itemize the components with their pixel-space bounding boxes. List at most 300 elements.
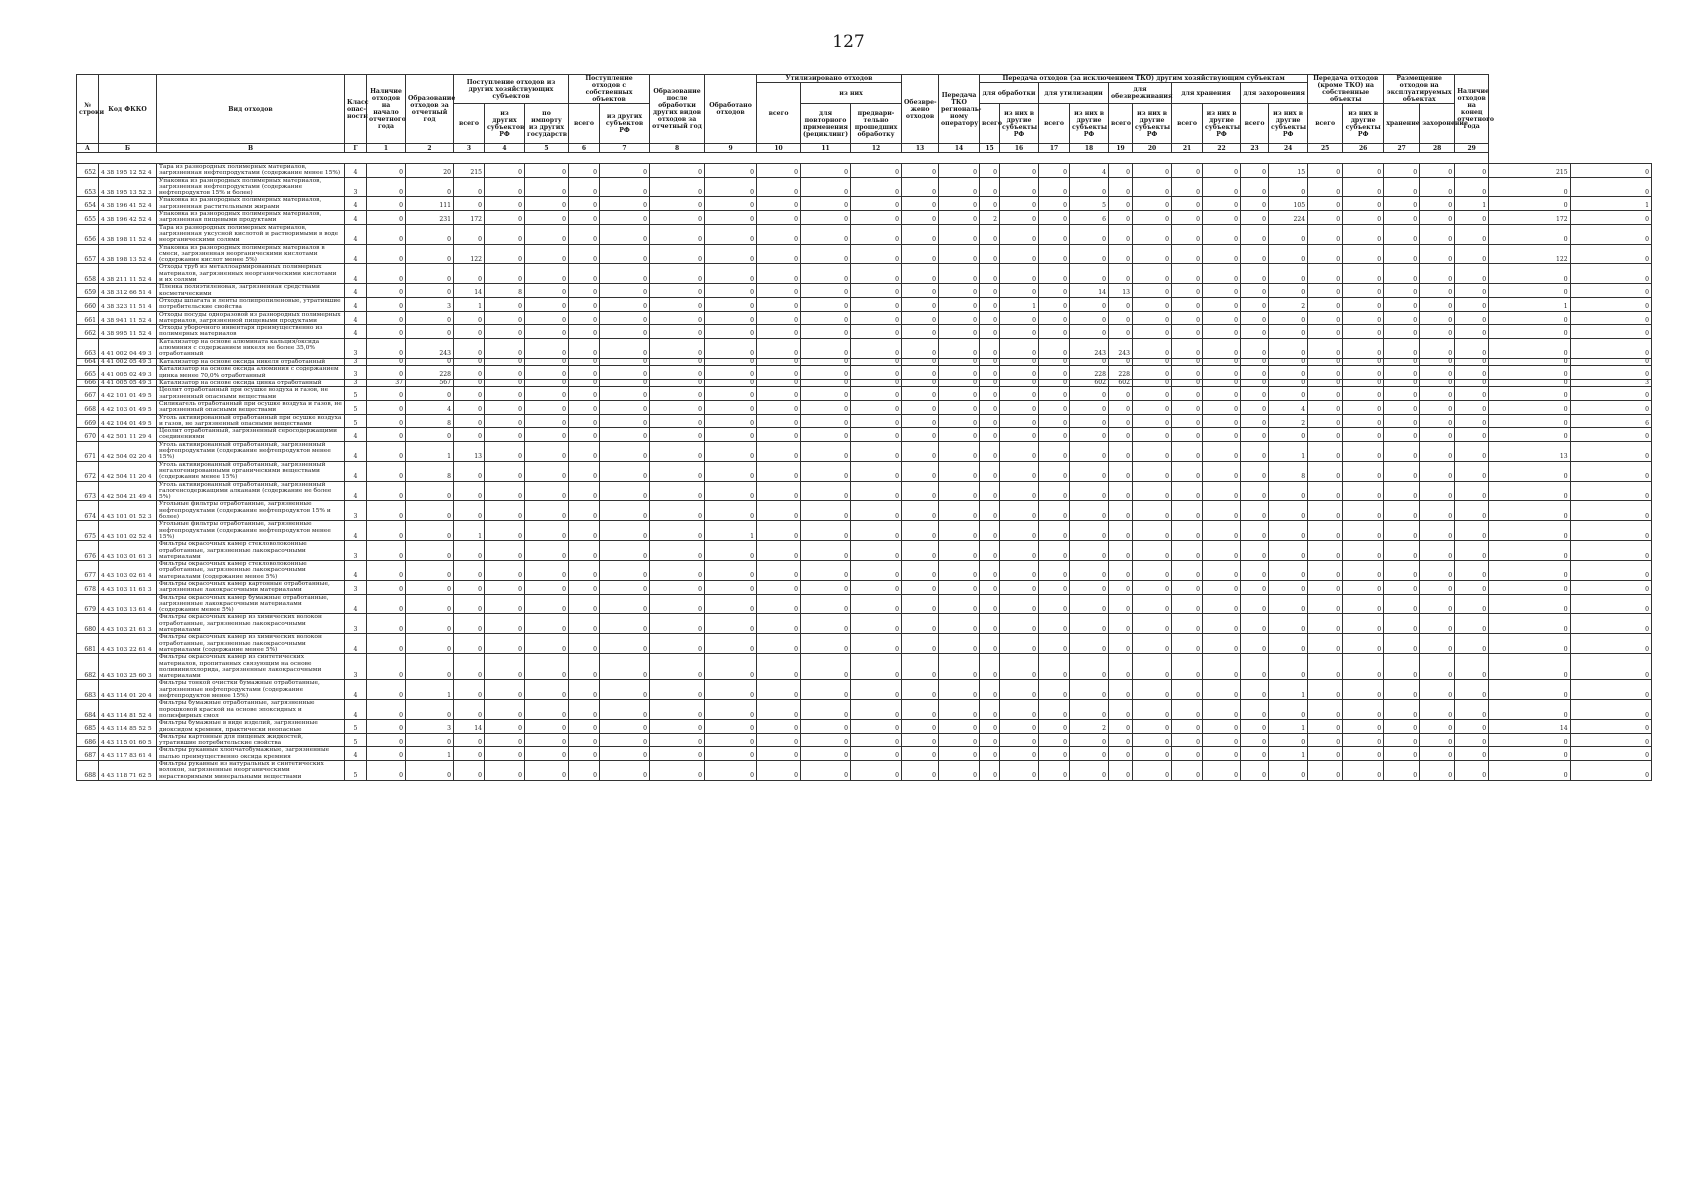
value-cell: 0 (485, 379, 525, 387)
value-cell: 0 (1109, 461, 1133, 481)
value-cell: 0 (1269, 325, 1308, 339)
value-cell: 0 (705, 366, 757, 380)
value-cell: 0 (1343, 358, 1384, 366)
value-cell: 0 (902, 720, 939, 734)
value-cell: 0 (1269, 761, 1308, 781)
row-number: 674 (77, 501, 99, 521)
value-cell: 122 (454, 244, 485, 264)
value-cell: 0 (757, 614, 801, 634)
value-cell: 0 (1420, 379, 1455, 387)
value-cell: 0 (406, 481, 454, 501)
value-cell: 0 (650, 379, 705, 387)
value-cell: 0 (1241, 733, 1269, 747)
value-cell: 0 (600, 325, 650, 339)
value-cell: 0 (1455, 761, 1489, 781)
value-cell: 0 (1269, 264, 1308, 284)
value-cell: 0 (1241, 594, 1269, 614)
value-cell: 0 (1343, 297, 1384, 311)
value-cell: 0 (705, 311, 757, 325)
value-cell: 0 (939, 747, 980, 761)
value-cell: 0 (485, 634, 525, 654)
value-cell: 8 (406, 461, 454, 481)
value-cell: 0 (485, 428, 525, 442)
value-cell: 0 (1570, 461, 1651, 481)
value-cell: 0 (705, 700, 757, 720)
header-received-own: Поступление отходов с собственных объектов (569, 75, 650, 104)
value-cell: 0 (1070, 481, 1109, 501)
header-tr-neutralization-total: всего (1109, 104, 1133, 144)
value-cell: 6 (1570, 414, 1651, 428)
value-cell: 0 (1109, 581, 1133, 595)
value-cell: 0 (1489, 366, 1570, 380)
value-cell: 0 (1039, 720, 1070, 734)
value-cell: 0 (600, 224, 650, 244)
value-cell: 0 (1384, 594, 1420, 614)
value-cell: 0 (1455, 224, 1489, 244)
value-cell: 0 (485, 387, 525, 401)
value-cell: 0 (1203, 720, 1241, 734)
value-cell: 0 (1133, 414, 1172, 428)
value-cell: 0 (1570, 720, 1651, 734)
value-cell: 0 (757, 414, 801, 428)
value-cell: 0 (1420, 614, 1455, 634)
value-cell: 0 (902, 311, 939, 325)
value-cell: 0 (939, 428, 980, 442)
value-cell: 0 (757, 164, 801, 178)
value-cell: 0 (1039, 400, 1070, 414)
value-cell: 0 (1343, 284, 1384, 298)
fkko-code: 4 38 198 11 52 4 (99, 224, 157, 244)
value-cell: 0 (569, 366, 600, 380)
value-cell: 0 (485, 594, 525, 614)
value-cell: 0 (1269, 338, 1308, 358)
value-cell: 0 (569, 461, 600, 481)
value-cell: 0 (1308, 177, 1343, 197)
value-cell: 0 (1109, 680, 1133, 700)
waste-name: Тара из разнородных полимерных материалов, загрязненная уксусной кислотой и растворимыми в воде неорганическими солями (157, 224, 345, 244)
header-tr-processing: для обработки (980, 83, 1039, 104)
value-cell: 0 (1308, 654, 1343, 680)
row-number: 686 (77, 733, 99, 747)
value-cell: 0 (1489, 747, 1570, 761)
fkko-code: 4 38 211 11 52 4 (99, 264, 157, 284)
value-cell: 1 (1570, 197, 1651, 211)
value-cell: 0 (1070, 311, 1109, 325)
value-cell: 0 (939, 581, 980, 595)
value-cell: 0 (454, 311, 485, 325)
value-cell: 20 (406, 164, 454, 178)
value-cell: 0 (1343, 481, 1384, 501)
value-cell: 0 (525, 297, 569, 311)
value-cell: 8 (406, 414, 454, 428)
value-cell: 0 (1455, 297, 1489, 311)
value-cell: 0 (569, 680, 600, 700)
value-cell: 0 (1133, 164, 1172, 178)
value-cell: 0 (367, 177, 406, 197)
value-cell: 0 (1203, 747, 1241, 761)
value-cell: 0 (1133, 387, 1172, 401)
value-cell: 0 (939, 400, 980, 414)
value-cell: 0 (851, 634, 902, 654)
hazard-class: 4 (345, 211, 367, 225)
table-row (77, 366, 1652, 380)
value-cell: 0 (1384, 311, 1420, 325)
header-tr-burial-total: всего (1241, 104, 1269, 144)
value-cell: 0 (454, 481, 485, 501)
value-cell: 0 (1000, 581, 1039, 595)
value-cell: 0 (454, 224, 485, 244)
value-cell: 0 (569, 284, 600, 298)
value-cell: 0 (1308, 338, 1343, 358)
value-cell: 0 (454, 561, 485, 581)
value-cell: 0 (650, 387, 705, 401)
fkko-code: 4 43 103 01 61 3 (99, 541, 157, 561)
value-cell: 0 (1172, 224, 1203, 244)
value-cell: 0 (1203, 461, 1241, 481)
value-cell: 0 (1000, 366, 1039, 380)
value-cell: 0 (600, 366, 650, 380)
value-cell: 0 (1000, 654, 1039, 680)
value-cell: 0 (454, 414, 485, 428)
waste-name: Фильтры окрасочных камер картонные отработанные, загрязненные лакокрасочными материалами (157, 581, 345, 595)
value-cell: 0 (1133, 311, 1172, 325)
value-cell: 0 (525, 761, 569, 781)
value-cell: 0 (1489, 379, 1570, 387)
value-cell: 0 (705, 177, 757, 197)
value-cell: 0 (1570, 311, 1651, 325)
value-cell: 0 (1269, 561, 1308, 581)
value-cell: 0 (1241, 224, 1269, 244)
value-cell: 0 (1203, 325, 1241, 339)
value-cell: 0 (1570, 747, 1651, 761)
value-cell: 0 (939, 614, 980, 634)
value-cell: 0 (650, 211, 705, 225)
value-cell: 0 (902, 441, 939, 461)
value-cell: 0 (1109, 654, 1133, 680)
waste-name: Упаковка из разнородных полимерных материалов, загрязненная растительными жирами (157, 197, 345, 211)
value-cell: 0 (1420, 720, 1455, 734)
column-number: 11 (801, 144, 851, 153)
value-cell: 0 (367, 541, 406, 561)
value-cell: 0 (980, 224, 1000, 244)
hazard-class: 5 (345, 761, 367, 781)
value-cell: 0 (569, 581, 600, 595)
waste-name: Уголь активированный отработанный при осушке воздуха и газов, не загрязненный опасными веществами (157, 414, 345, 428)
value-cell: 0 (1269, 244, 1308, 264)
value-cell: 0 (1172, 747, 1203, 761)
value-cell: 0 (1109, 521, 1133, 541)
row-number: 658 (77, 264, 99, 284)
value-cell: 0 (1455, 634, 1489, 654)
waste-name: Фильтры рукавные хлопчатобумажные, загрязненные пылью преимущественно оксида кремния (157, 747, 345, 761)
value-cell: 602 (1109, 379, 1133, 387)
value-cell: 0 (1343, 177, 1384, 197)
value-cell: 0 (1039, 311, 1070, 325)
value-cell: 0 (939, 338, 980, 358)
value-cell: 243 (406, 338, 454, 358)
value-cell: 0 (1269, 284, 1308, 298)
value-cell: 0 (1384, 244, 1420, 264)
fkko-code: 4 38 312 66 51 4 (99, 284, 157, 298)
value-cell: 0 (1172, 581, 1203, 595)
value-cell: 0 (902, 581, 939, 595)
value-cell: 0 (1039, 761, 1070, 781)
value-cell: 0 (454, 461, 485, 481)
value-cell: 1 (454, 521, 485, 541)
fkko-code: 4 43 118 71 62 5 (99, 761, 157, 781)
value-cell: 0 (1384, 501, 1420, 521)
table-row (77, 197, 1652, 211)
value-cell: 0 (980, 594, 1000, 614)
value-cell: 0 (1489, 654, 1570, 680)
value-cell: 0 (1269, 177, 1308, 197)
value-cell: 0 (851, 733, 902, 747)
value-cell: 0 (980, 561, 1000, 581)
hazard-class: 4 (345, 224, 367, 244)
value-cell: 0 (705, 400, 757, 414)
value-cell: 0 (600, 244, 650, 264)
header-tr-neutralization: для обезвреживания (1109, 83, 1172, 104)
value-cell: 0 (525, 177, 569, 197)
value-cell: 0 (650, 428, 705, 442)
value-cell: 0 (801, 400, 851, 414)
fkko-code: 4 38 196 41 52 4 (99, 197, 157, 211)
waste-name: Фильтры тонкой очистки бумажные отработанные, загрязненные нефтепродуктами (содержание нефтепродуктов менее 15%) (157, 680, 345, 700)
value-cell: 0 (757, 680, 801, 700)
row-number: 656 (77, 224, 99, 244)
value-cell: 0 (1455, 379, 1489, 387)
value-cell: 0 (1000, 481, 1039, 501)
value-cell: 0 (939, 387, 980, 401)
fkko-code: 4 41 005 05 49 3 (99, 379, 157, 387)
value-cell: 0 (1000, 561, 1039, 581)
value-cell: 243 (1109, 338, 1133, 358)
value-cell: 0 (525, 594, 569, 614)
value-cell: 0 (757, 428, 801, 442)
value-cell: 0 (569, 733, 600, 747)
value-cell: 0 (1570, 761, 1651, 781)
value-cell: 0 (1109, 541, 1133, 561)
value-cell: 0 (1570, 581, 1651, 595)
hazard-class: 3 (345, 177, 367, 197)
value-cell: 5 (1070, 197, 1109, 211)
fkko-code: 4 43 117 83 61 4 (99, 747, 157, 761)
value-cell: 0 (1203, 761, 1241, 781)
value-cell: 0 (1039, 264, 1070, 284)
value-cell: 0 (757, 654, 801, 680)
value-cell: 0 (406, 325, 454, 339)
value-cell: 0 (980, 338, 1000, 358)
value-cell: 0 (485, 244, 525, 264)
table-row (77, 325, 1652, 339)
header-tr-burial-regions: из них в другие субъекты РФ (1269, 104, 1308, 144)
value-cell: 0 (1109, 311, 1133, 325)
hazard-class: 4 (345, 634, 367, 654)
value-cell: 0 (801, 720, 851, 734)
value-cell: 0 (705, 761, 757, 781)
value-cell: 0 (980, 581, 1000, 595)
value-cell: 0 (939, 211, 980, 225)
value-cell: 0 (1109, 614, 1133, 634)
value-cell: 0 (1384, 720, 1420, 734)
value-cell: 0 (757, 358, 801, 366)
value-cell: 0 (902, 177, 939, 197)
value-cell: 0 (650, 461, 705, 481)
value-cell: 0 (902, 414, 939, 428)
value-cell: 0 (367, 358, 406, 366)
value-cell: 0 (1203, 366, 1241, 380)
value-cell: 0 (939, 284, 980, 298)
value-cell: 0 (939, 521, 980, 541)
value-cell: 0 (1133, 700, 1172, 720)
value-cell: 0 (902, 481, 939, 501)
value-cell: 602 (1070, 379, 1109, 387)
value-cell: 0 (801, 428, 851, 442)
value-cell: 0 (1455, 387, 1489, 401)
value-cell: 0 (851, 338, 902, 358)
value-cell: 0 (1203, 481, 1241, 501)
value-cell: 0 (902, 284, 939, 298)
waste-name: Фильтры окрасочных камер из синтетических материалов, пропитанных связующим на основе поливинилхлорида, загрязненные лакокрасочными материалами (157, 654, 345, 680)
value-cell: 0 (1241, 366, 1269, 380)
value-cell: 0 (1133, 358, 1172, 366)
value-cell: 0 (980, 177, 1000, 197)
value-cell: 0 (902, 634, 939, 654)
header-util-total: всего (757, 83, 801, 144)
value-cell: 0 (705, 244, 757, 264)
value-cell: 228 (406, 366, 454, 380)
value-cell: 0 (1133, 561, 1172, 581)
value-cell: 0 (980, 634, 1000, 654)
value-cell: 0 (1343, 733, 1384, 747)
value-cell: 0 (1308, 325, 1343, 339)
value-cell: 0 (757, 541, 801, 561)
waste-name: Катализатор на основе оксида алюминия с содержанием цинка менее 70,0% отработанный (157, 366, 345, 380)
value-cell: 0 (902, 211, 939, 225)
value-cell: 0 (757, 461, 801, 481)
header-tr-processing-regions: из них в другие субъекты РФ (1000, 104, 1039, 144)
value-cell: 0 (406, 428, 454, 442)
value-cell: 0 (650, 297, 705, 311)
value-cell: 0 (569, 164, 600, 178)
value-cell: 0 (1570, 614, 1651, 634)
value-cell: 0 (1384, 634, 1420, 654)
value-cell: 0 (1172, 325, 1203, 339)
column-number: 4 (485, 144, 525, 153)
fkko-code: 4 42 103 01 49 5 (99, 400, 157, 414)
value-cell: 2 (1070, 720, 1109, 734)
value-cell: 0 (1384, 284, 1420, 298)
value-cell: 0 (757, 338, 801, 358)
value-cell: 0 (1343, 428, 1384, 442)
value-cell: 0 (851, 358, 902, 366)
value-cell: 0 (1000, 428, 1039, 442)
value-cell: 0 (569, 197, 600, 211)
value-cell: 0 (1172, 358, 1203, 366)
value-cell: 0 (902, 680, 939, 700)
value-cell: 0 (1384, 366, 1420, 380)
value-cell: 0 (1384, 387, 1420, 401)
value-cell: 0 (980, 720, 1000, 734)
value-cell: 0 (1070, 428, 1109, 442)
column-number: 8 (650, 144, 705, 153)
value-cell: 0 (485, 733, 525, 747)
value-cell: 0 (367, 224, 406, 244)
value-cell: 0 (939, 297, 980, 311)
waste-name: Фильтры бумажные отработанные, загрязненные порошковой краской на основе эпоксидных и полиэфирных смол (157, 700, 345, 720)
value-cell: 0 (525, 501, 569, 521)
value-cell: 0 (801, 197, 851, 211)
value-cell: 0 (1570, 733, 1651, 747)
value-cell: 0 (1000, 224, 1039, 244)
hazard-class: 4 (345, 311, 367, 325)
value-cell: 0 (1000, 164, 1039, 178)
value-cell: 0 (1343, 634, 1384, 654)
value-cell: 0 (1420, 461, 1455, 481)
value-cell: 0 (801, 733, 851, 747)
row-number: 683 (77, 680, 99, 700)
value-cell: 0 (367, 720, 406, 734)
value-cell: 0 (569, 747, 600, 761)
waste-name: Силикагель отработанный при осушке воздуха и газов, не загрязненный опасными веществами (157, 400, 345, 414)
hazard-class: 3 (345, 581, 367, 595)
value-cell: 0 (1172, 338, 1203, 358)
value-cell: 0 (1384, 521, 1420, 541)
value-cell: 0 (851, 614, 902, 634)
value-cell: 0 (650, 366, 705, 380)
hazard-class: 4 (345, 747, 367, 761)
value-cell: 0 (367, 297, 406, 311)
value-cell: 0 (1269, 634, 1308, 654)
value-cell: 0 (705, 379, 757, 387)
value-cell: 0 (705, 211, 757, 225)
value-cell: 0 (1070, 244, 1109, 264)
value-cell: 0 (1570, 501, 1651, 521)
value-cell: 0 (902, 428, 939, 442)
value-cell: 0 (650, 561, 705, 581)
value-cell: 0 (1203, 177, 1241, 197)
value-cell: 0 (1109, 634, 1133, 654)
value-cell: 0 (1172, 733, 1203, 747)
value-cell: 0 (367, 501, 406, 521)
column-number: А (77, 144, 99, 153)
value-cell: 0 (1343, 224, 1384, 244)
value-cell: 0 (1269, 366, 1308, 380)
table-row (77, 720, 1652, 734)
value-cell: 0 (1455, 358, 1489, 366)
value-cell: 0 (939, 654, 980, 680)
value-cell: 0 (1570, 400, 1651, 414)
value-cell: 0 (485, 325, 525, 339)
column-number-row (77, 144, 1652, 153)
table-body (77, 153, 1652, 781)
header-util-of-which: из них (801, 83, 902, 104)
table-row (77, 594, 1652, 614)
value-cell: 0 (1308, 501, 1343, 521)
value-cell: 0 (1241, 441, 1269, 461)
value-cell: 0 (1172, 441, 1203, 461)
fkko-code: 4 43 103 02 61 4 (99, 561, 157, 581)
value-cell: 0 (851, 461, 902, 481)
value-cell: 0 (1000, 325, 1039, 339)
row-number: 668 (77, 400, 99, 414)
value-cell: 0 (367, 521, 406, 541)
value-cell: 0 (939, 680, 980, 700)
value-cell: 0 (1203, 634, 1241, 654)
value-cell: 0 (525, 680, 569, 700)
value-cell: 0 (939, 197, 980, 211)
value-cell: 0 (406, 311, 454, 325)
